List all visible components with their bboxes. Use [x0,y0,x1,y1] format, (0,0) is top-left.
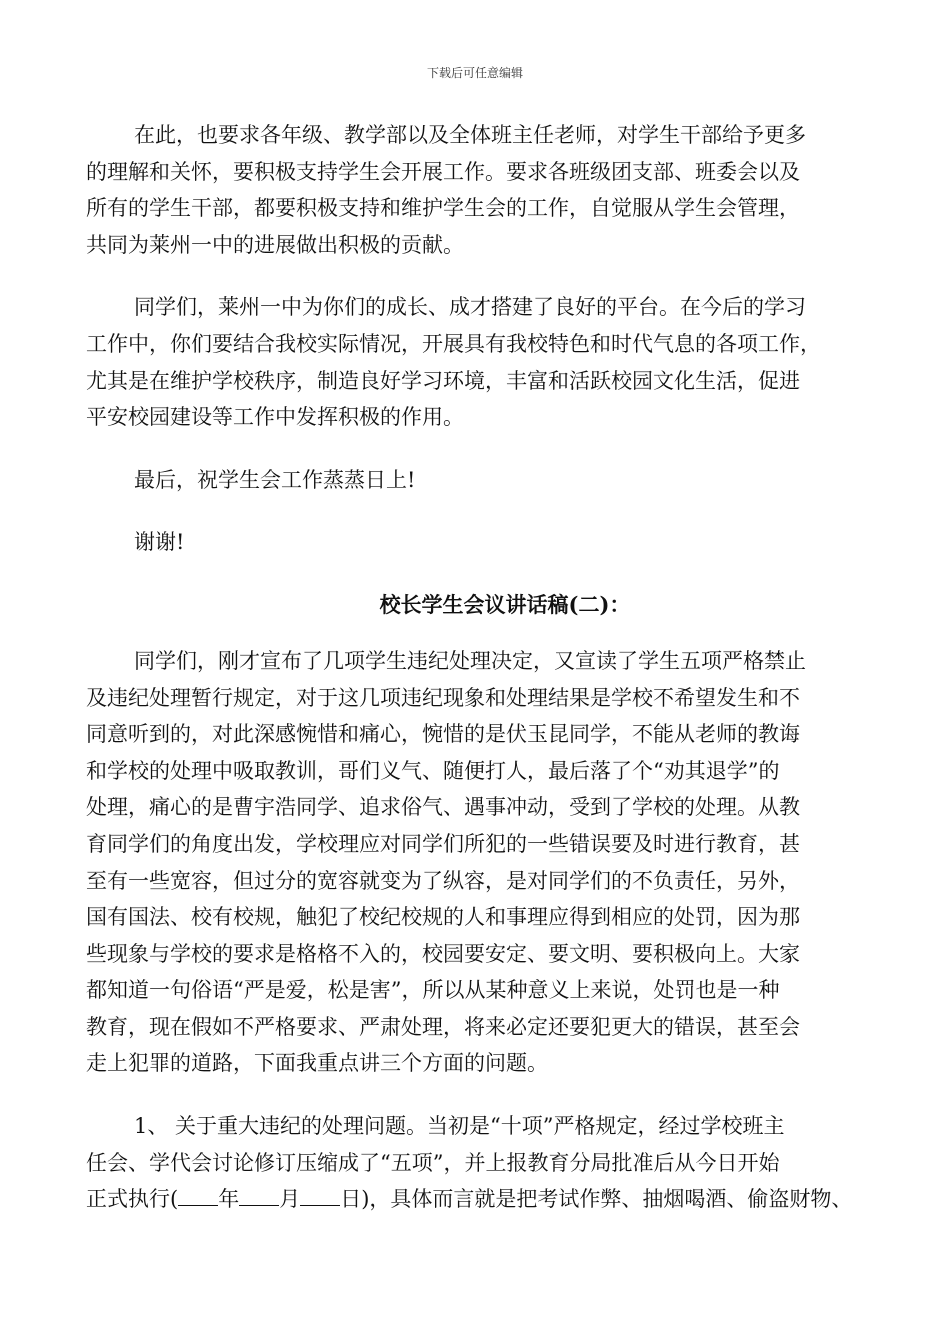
paragraph [86,1108,876,1218]
paragraph-line: 和学校的处理中吸取教训，哥们义气、随便打人，最后落了个“劝其退学”的 [86,758,780,783]
paragraph-line: 最后，祝学生会工作蒸蒸日上! [134,467,416,492]
paragraph-line: 国有国法、校有校规，触犯了校纪校规的人和事理应得到相应的处罚，因为那 [86,905,800,930]
paragraph-line: 育同学们的角度出发，学校理应对同学们所犯的一些错误要及时进行教育，甚 [86,831,800,856]
blank-underline [300,1185,340,1206]
paragraph-line: 都知道一句俗语“严是爱，松是害”，所以从某种意义上来说，处罚也是一种 [86,978,780,1003]
paragraph-line: 同学们，莱州一中为你们的成长、成才搭建了良好的平台。在今后的学习 [134,295,806,320]
blank-underline [239,1185,279,1206]
paragraph-line: 教育，现在假如不严格要求、严肃处理，将来必定还要犯更大的错误，甚至会 [86,1014,800,1039]
paragraph-line: 谢谢! [134,530,185,555]
day-label: 日 [340,1187,362,1212]
line-text: 正式执行( [86,1187,179,1212]
paragraph [86,643,876,1082]
paragraph-line: 及违纪处理暂行规定，对于这几项违纪现象和处理结果是学校不希望发生和不 [86,685,800,710]
paragraph-line: 同意听到的，对此深感惋惜和痛心，惋惜的是伏玉昆同学，不能从老师的教诲 [86,722,800,747]
document-body [86,117,876,1244]
paragraph [86,524,876,561]
paragraph-line: 的理解和关怀，要积极支持学生会开展工作。要求各班级团支部、班委会以及 [86,159,800,184]
paragraph-line: 平安校园建设等工作中发挥积极的作用。 [86,405,464,430]
paragraph-line: 任会、学代会讨论修订压缩成了“五项”，并上报教育分局批准后从今日开始 [86,1150,780,1175]
section-heading: 校长学生会议讲话稿(二)： [379,591,631,617]
paragraph-line: 共同为莱州一中的进展做出积极的贡献。 [86,232,464,257]
paragraph-line: 同学们，刚才宣布了几项学生违纪处理决定，又宣读了学生五项严格禁止 [134,648,806,673]
paragraph-line: 1、 关于重大违纪的处理问题。当初是“十项”严格规定，经过学校班主 [134,1114,785,1139]
paragraph-line: 处理，痛心的是曹宇浩同学、追求俗气、遇事冲动，受到了学校的处理。从教 [86,795,800,820]
paragraph-line: 所有的学生干部，都要积极支持和维护学生会的工作，自觉服从学生会管理， [86,196,800,221]
paragraph-line: 至有一些宽容，但过分的宽容就变为了纵容，是对同学们的不负责任，另外， [86,868,800,893]
paragraph [86,117,876,263]
paragraph-line: 工作中，你们要结合我校实际情况，开展具有我校特色和时代气息的各项工作， [86,331,821,356]
paragraph [86,289,876,435]
paragraph-line: 些现象与学校的要求是格格不入的，校园要安定、要文明、要积极向上。大家 [86,941,800,966]
paragraph-line: 尤其是在维护学校秩序，制造良好学习环境，丰富和活跃校园文化生活，促进 [86,368,800,393]
paragraph-line [86,1181,876,1218]
year-label: 年 [218,1187,240,1212]
paragraph-line: 在此，也要求各年级、教学部以及全体班主任老师，对学生干部给予更多 [134,123,806,147]
blank-underline [178,1185,218,1206]
month-label: 月 [279,1187,301,1212]
paragraph-line: 走上犯罪的道路，下面我重点讲三个方面的问题。 [86,1051,548,1076]
paragraph [86,462,876,499]
line-text: )，具体而言就是把考试作弊、抽烟喝酒、偷盗财物、 [361,1187,853,1212]
page-header: 下载后可任意编辑 [426,66,523,80]
